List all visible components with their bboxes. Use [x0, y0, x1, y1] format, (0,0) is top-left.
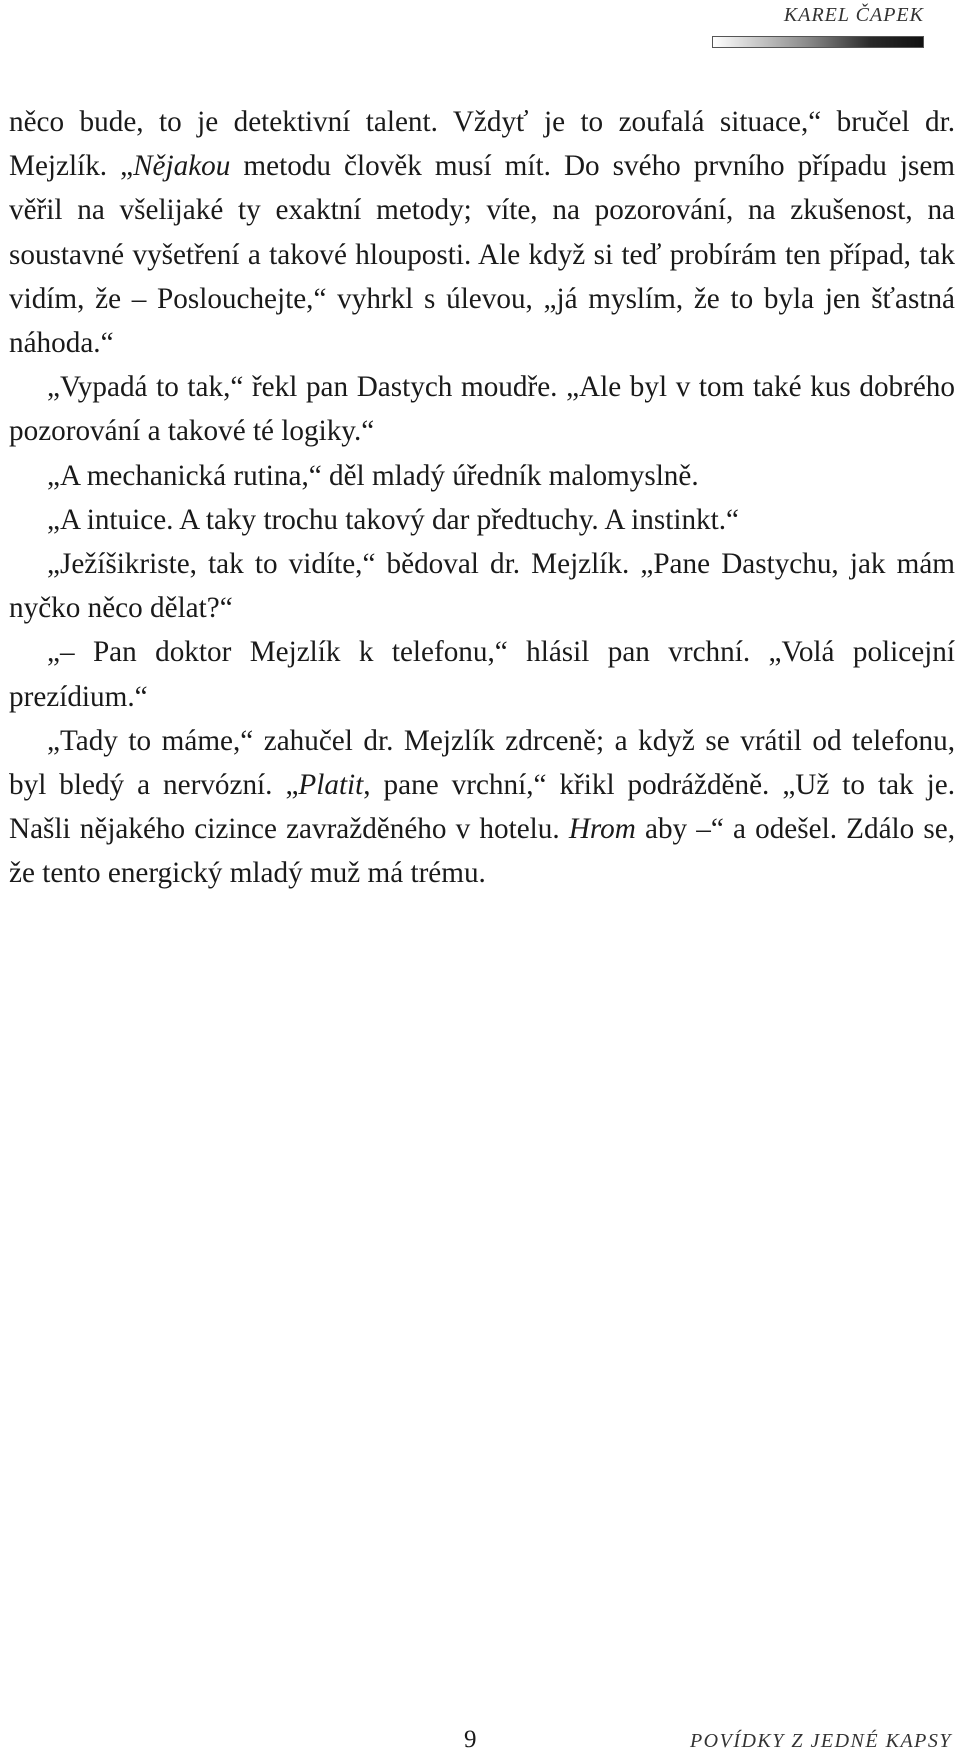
emphasis: Nějakou: [133, 150, 231, 183]
paragraph-4: „A intuice. A taky trochu takový dar předtuchy. A instinkt.“: [47, 503, 739, 536]
page-number: 9: [464, 1726, 477, 1753]
running-head: KAREL ČAPEK: [783, 4, 924, 26]
paragraph-7: „Tady to máme,“ zahučel dr. Mejzlík zdrceně; a když se vrátil od telefonu, byl bledý a nervózní. „Platit, pane vrchní,“ křikl podrážděně. „Už to tak je. Našli nějakého cizince zavražděného v hotelu. Hrom aby –“ a odešel. Zdálo se, že tento energický mladý muž má trému.: [9, 724, 955, 890]
header-rule: [712, 36, 924, 48]
paragraph-2: „Vypadá to tak,“ řekl pan Dastych moudře. „Ale byl v tom také kus dobrého pozorování a takové té logiky.“: [9, 371, 955, 448]
paragraph-6: „– Pan doktor Mejzlík k telefonu,“ hlásil pan vrchní. „Volá policejní prezídium.“: [9, 636, 955, 713]
running-foot: POVÍDKY Z JEDNÉ KAPSY: [689, 1730, 952, 1752]
paragraph-1: něco bude, to je detektivní talent. Vždyť je to zoufalá situace,“ bručel dr. Mejzlík. „Nějakou metodu člověk musí mít. Do svého prvního případu jsem věřil na všelijaké ty exaktní metody; víte, na pozorování, na zkušenost, na soustavné vyšetření a takové hlouposti. Ale když si teď probírám ten případ, tak vidím, že – Poslouchejte,“ vyhrkl s úlevou, „já myslím, že to byla jen šťastná náhoda.“: [9, 106, 955, 360]
text-block: [9, 100, 955, 896]
paragraph-3: „A mechanická rutina,“ děl mladý úředník malomyslně.: [47, 459, 699, 492]
emphasis: Hrom: [568, 813, 636, 846]
paragraph-5: „Ježíšikriste, tak to vidíte,“ bědoval dr. Mejzlík. „Pane Dastychu, jak mám nyčko něco dělat?“: [9, 548, 955, 625]
emphasis: Platit: [298, 769, 364, 802]
